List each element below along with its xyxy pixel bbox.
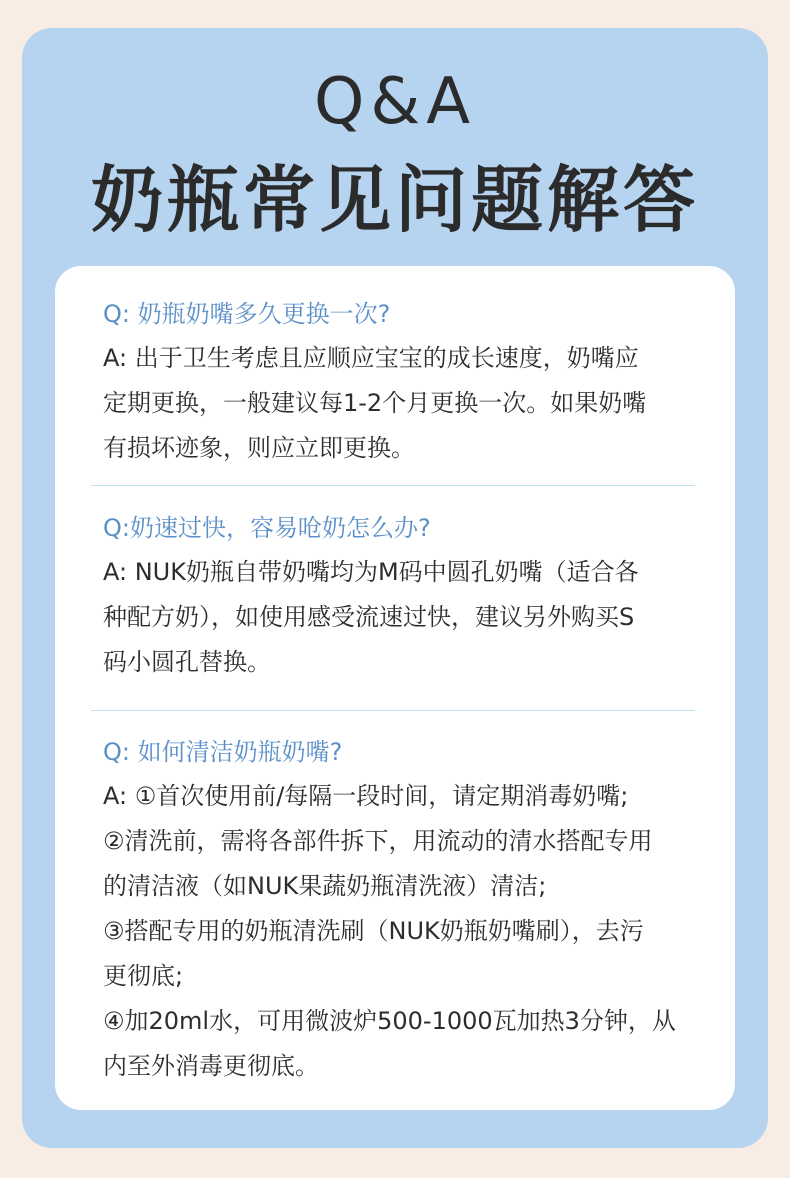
qa-card bbox=[55, 266, 735, 1110]
question-text: Q: 奶瓶奶嘴多久更换一次? bbox=[103, 300, 391, 328]
answer-line: ④加20ml水，可用微波炉500-1000瓦加热3分钟，从 bbox=[103, 1007, 676, 1035]
qa-item-flow-too-fast bbox=[103, 510, 703, 685]
divider bbox=[91, 710, 695, 711]
answer-line: 码小圆孔替换。 bbox=[103, 648, 271, 676]
answer-line: 内至外消毒更彻底。 bbox=[103, 1052, 319, 1080]
answer-line: 有损坏迹象，则应立即更换。 bbox=[103, 434, 415, 462]
question-text: Q:奶速过快，容易呛奶怎么办? bbox=[103, 514, 431, 542]
answer-line: 定期更换，一般建议每1-2个月更换一次。如果奶嘴 bbox=[103, 389, 647, 417]
answer-line: ③搭配专用的奶瓶清洗刷（NUK奶瓶奶嘴刷），去污 bbox=[103, 917, 644, 945]
qa-item-cleaning bbox=[103, 734, 703, 1089]
answer-line: ②清洗前，需将各部件拆下，用流动的清水搭配专用 bbox=[103, 827, 653, 855]
question-text: Q: 如何清洁奶瓶奶嘴? bbox=[103, 738, 343, 766]
answer-line: A: 出于卫生考虑且应顺应宝宝的成长速度，奶嘴应 bbox=[103, 344, 639, 372]
answer-line: 种配方奶），如使用感受流速过快，建议另外购买S bbox=[103, 603, 635, 631]
answer-text bbox=[103, 336, 703, 471]
answer-line: 的清洁液（如NUK果蔬奶瓶清洗液）清洁; bbox=[103, 872, 547, 900]
answer-text bbox=[103, 774, 703, 1089]
answer-line: A: NUK奶瓶自带奶嘴均为M码中圆孔奶嘴（适合各 bbox=[103, 558, 639, 586]
answer-text bbox=[103, 550, 703, 685]
divider bbox=[91, 485, 695, 486]
title-qa: Q&A bbox=[313, 65, 477, 139]
answer-line: 更彻底; bbox=[103, 962, 184, 990]
qa-item-replace-nipple bbox=[103, 296, 703, 471]
page-title: 奶瓶常见问题解答 bbox=[90, 158, 699, 242]
answer-line: A: ①首次使用前/每隔一段时间，请定期消毒奶嘴; bbox=[103, 782, 629, 810]
